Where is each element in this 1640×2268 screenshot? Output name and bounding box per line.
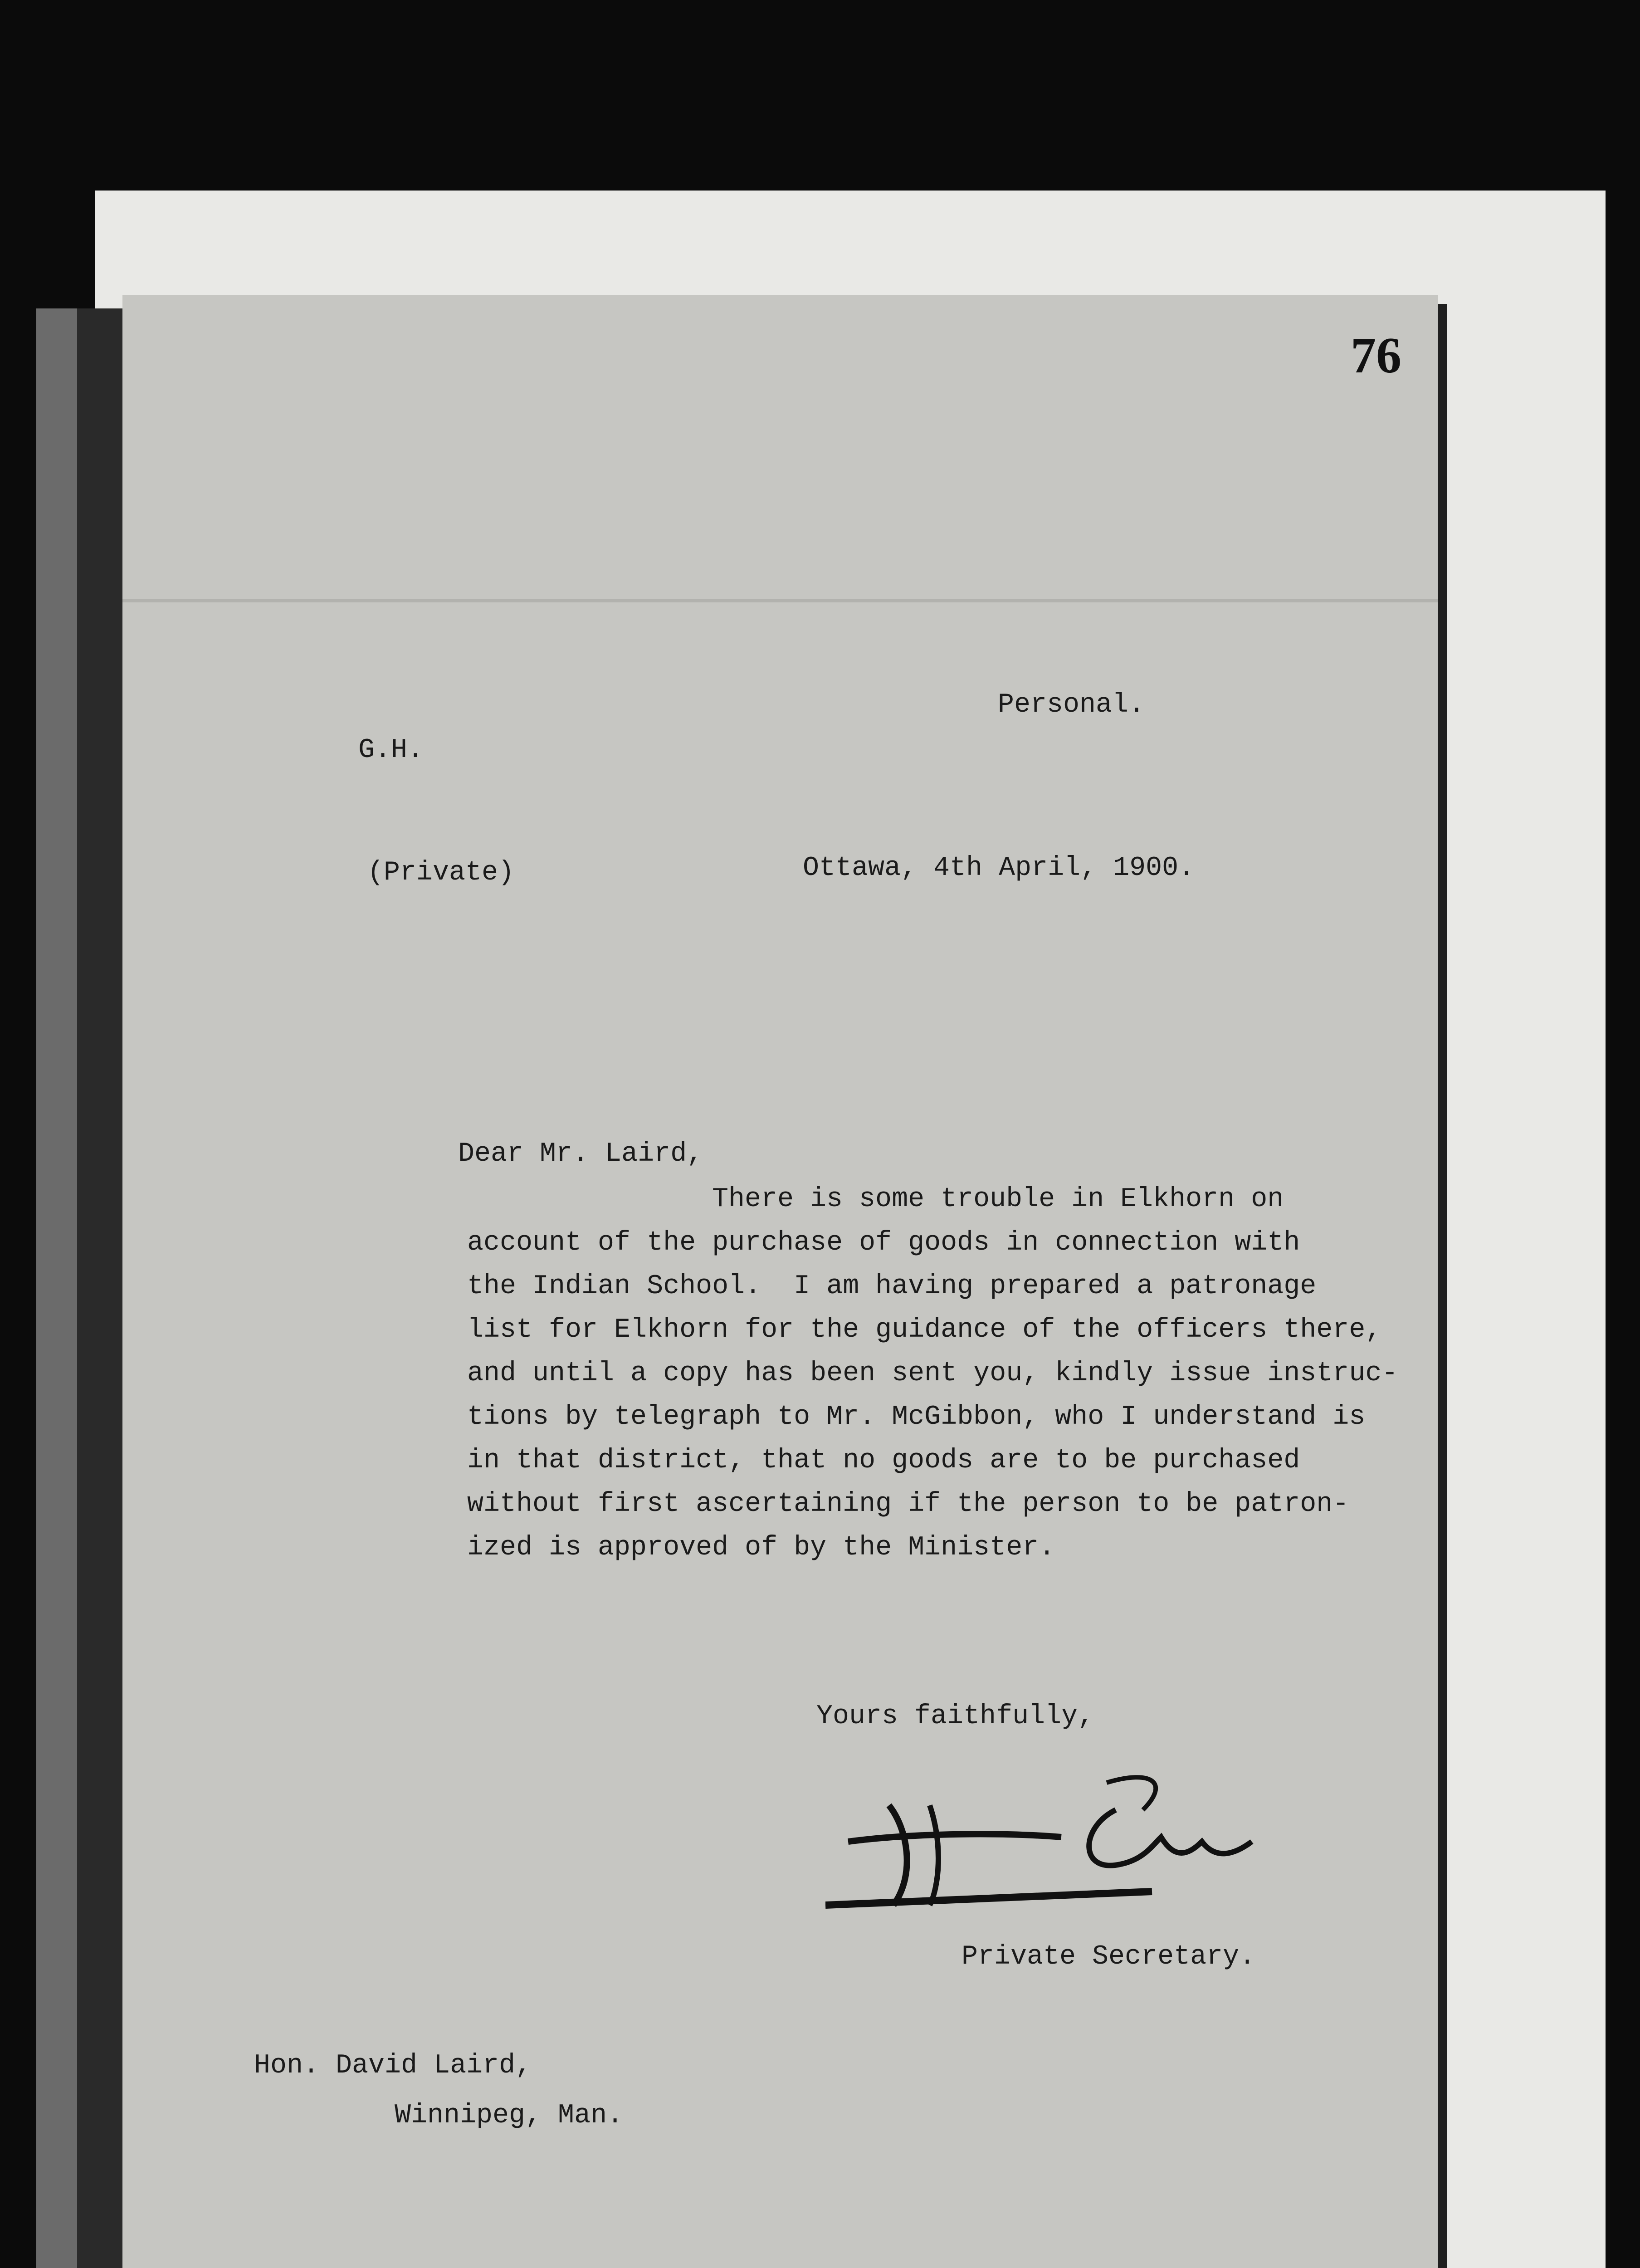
paper-fold-line xyxy=(122,599,1438,602)
film-edge-strip xyxy=(36,308,77,2268)
closing: Yours faithfully, xyxy=(816,1701,1094,1732)
initials: G.H. xyxy=(358,735,424,766)
body-line: There is some trouble in Elkhorn on xyxy=(712,1184,1284,1215)
body-line: list for Elkhorn for the guidance of the officers there, xyxy=(467,1315,1382,1345)
private-mark: (Private) xyxy=(367,857,515,888)
film-edge-shadow xyxy=(77,308,122,2268)
body-line: the Indian School. I am having prepared a patronage xyxy=(467,1271,1317,1302)
body-line: and until a copy has been sent you, kindly issue instruc- xyxy=(467,1358,1398,1389)
place-date: Ottawa, 4th April, 1900. xyxy=(803,853,1195,884)
page-number: 76 xyxy=(1351,327,1401,384)
recipient-name: Hon. David Laird, xyxy=(254,2050,532,2081)
body-line: ized is approved of by the Minister. xyxy=(467,1532,1055,1563)
body-line: account of the purchase of goods in connection with xyxy=(467,1227,1300,1258)
personal-mark: Personal. xyxy=(998,689,1145,720)
handwritten-signature xyxy=(825,1755,1279,1928)
letter-body xyxy=(345,1184,1398,1576)
body-line: tions by telegraph to Mr. McGibbon, who I understand is xyxy=(467,1402,1366,1432)
signature-title: Private Secretary. xyxy=(962,1941,1256,1972)
body-line: without first ascertaining if the person to be patron- xyxy=(467,1489,1349,1520)
salutation: Dear Mr. Laird, xyxy=(458,1139,703,1169)
recipient-address: Winnipeg, Man. xyxy=(395,2100,624,2131)
body-line: in that district, that no goods are to be purchased xyxy=(467,1445,1300,1476)
